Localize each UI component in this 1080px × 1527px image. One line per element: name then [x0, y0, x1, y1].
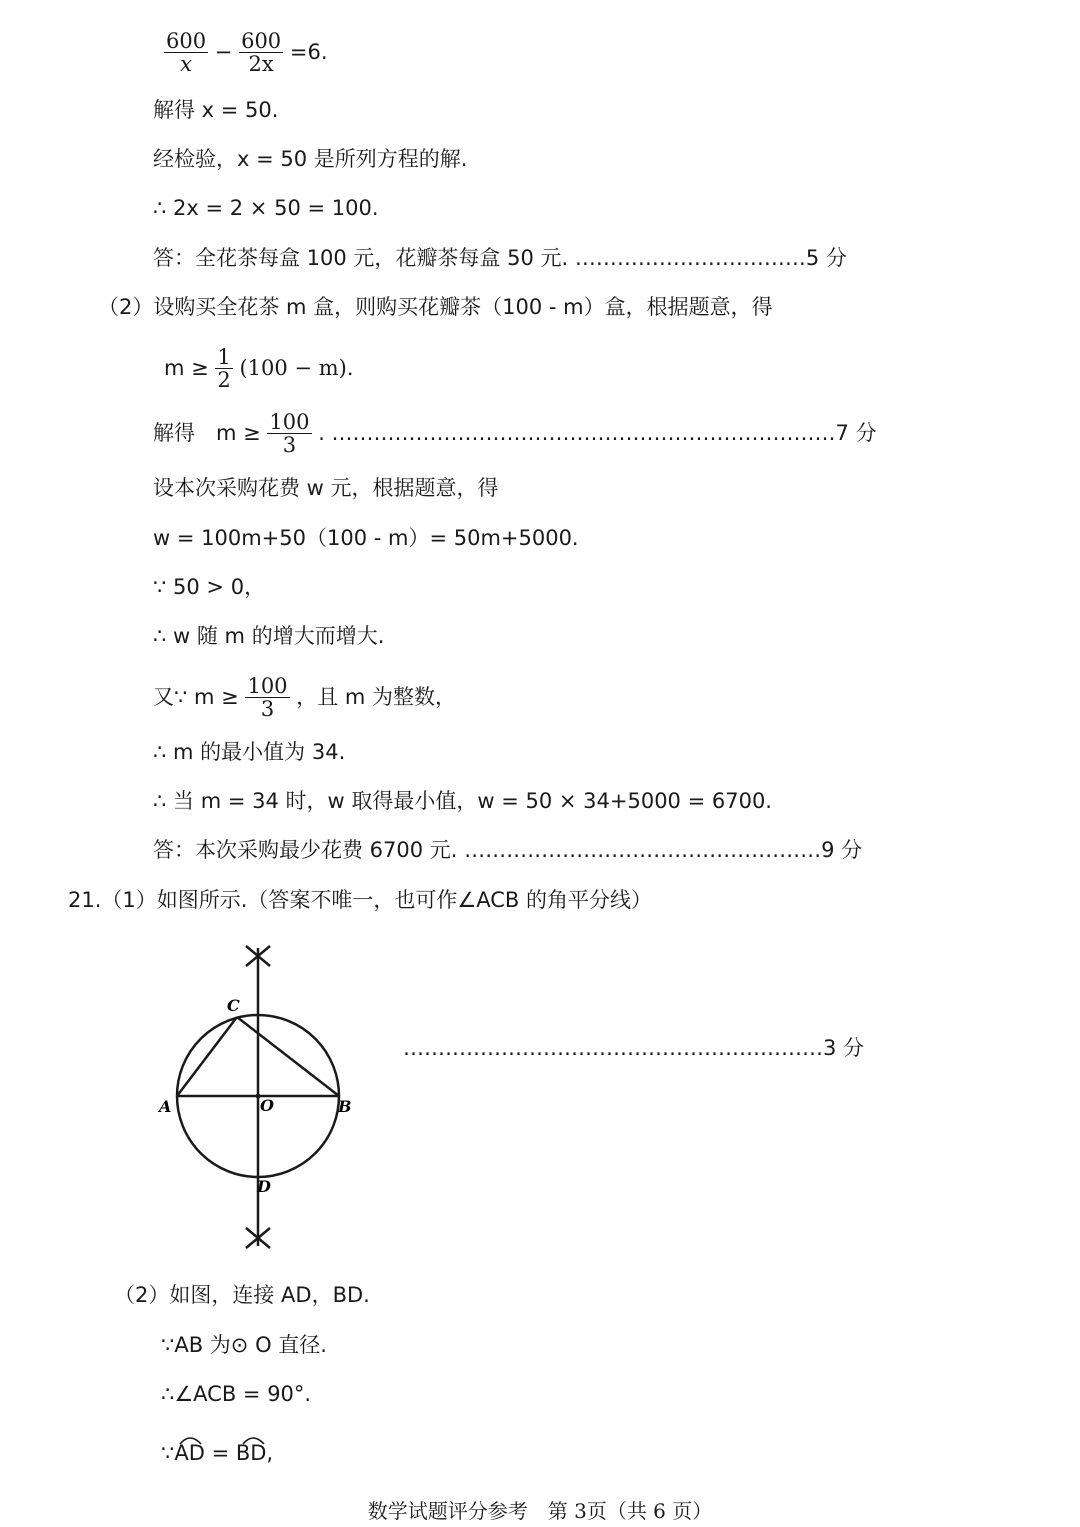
denominator: 2 [217, 368, 231, 393]
denominator: x [180, 52, 192, 77]
ineq-rhs: (100 − m). [239, 356, 354, 381]
diameter-statement: ∵AB 为⊙ O 直径. [161, 1333, 327, 1357]
answer-part2: 答：本次采购最少花费 6700 元. ……………………………………………9 分 [153, 838, 863, 862]
chord-cb [237, 1017, 339, 1096]
numerator: 600 [166, 29, 207, 53]
page-footer: 数学试题评分参考 第 3页（共 6 页） [367, 1499, 713, 1523]
because-positive: ∵ 50 > 0， [153, 575, 266, 599]
check-solution: 经检验，x = 50 是所列方程的解. [153, 147, 468, 171]
label-a: A [159, 1097, 172, 1116]
solve-m-rhs: . ………………………………………………………………7 分 [318, 421, 877, 446]
calc-2x: ∴ 2x = 2 × 50 = 100. [153, 196, 379, 220]
denominator: 2x [248, 52, 274, 77]
minus-sign: − [214, 40, 233, 65]
also-lhs: 又∵ m ≥ [153, 685, 246, 710]
equation-tail: =6. [289, 40, 328, 65]
solve-m [153, 411, 877, 456]
denominator: 3 [260, 697, 275, 722]
q21-part1: 21.（1）如图所示.（答案不唯一，也可作∠ACB 的角平分线） [68, 888, 652, 912]
arc-overmarks [175, 1432, 295, 1446]
fraction [215, 346, 232, 391]
label-c: C [227, 996, 240, 1015]
let-w: 设本次采购花费 w 元，根据题意，得 [153, 476, 499, 500]
solve-x: 解得 x = 50. [153, 98, 279, 122]
q21-part2: （2）如图，连接 AD，BD. [114, 1283, 370, 1307]
label-o: O [260, 1096, 274, 1115]
label-b: B [338, 1097, 352, 1116]
right-angle-statement: ∴∠ACB = 90°. [161, 1382, 312, 1406]
ineq-lhs: m ≥ [164, 356, 216, 381]
part2-setup: （2）设购买全花茶 m 盒，则购买花瓣茶（100 - m）盒，根据题意，得 [98, 295, 773, 319]
equal-arcs-statement: ∵AD = BD, [161, 1441, 274, 1465]
min-m: ∴ m 的最小值为 34. [153, 740, 346, 764]
circle-construction-figure [150, 938, 380, 1258]
also-rhs: ，且 m 为整数， [296, 685, 457, 710]
numerator: 1 [217, 345, 231, 369]
w-equation: w = 100m+50（100 - m）= 50m+5000. [153, 526, 579, 550]
numerator: 600 [241, 29, 282, 53]
fraction [239, 30, 283, 75]
also-condition [153, 675, 456, 720]
when-min: ∴ 当 m = 34 时，w 取得最小值，w = 50 × 34+5000 = 6700. [153, 789, 772, 813]
equation-fraction [164, 30, 328, 75]
w-increases: ∴ w 随 m 的增大而增大. [153, 624, 385, 648]
numerator: 100 [247, 674, 288, 698]
denominator: 3 [282, 433, 297, 458]
inequality [164, 346, 353, 391]
fraction [267, 411, 311, 456]
answer-part1: 答：全花茶每盒 100 元，花瓣茶每盒 50 元. ……………………………5 分 [153, 246, 847, 270]
fraction [164, 30, 208, 75]
label-d: D [257, 1177, 271, 1196]
numerator: 100 [269, 410, 310, 434]
fraction [245, 675, 289, 720]
score-3: ……………………………………………………3 分 [403, 1036, 865, 1060]
solve-m-lhs: 解得 m ≥ [153, 421, 268, 446]
